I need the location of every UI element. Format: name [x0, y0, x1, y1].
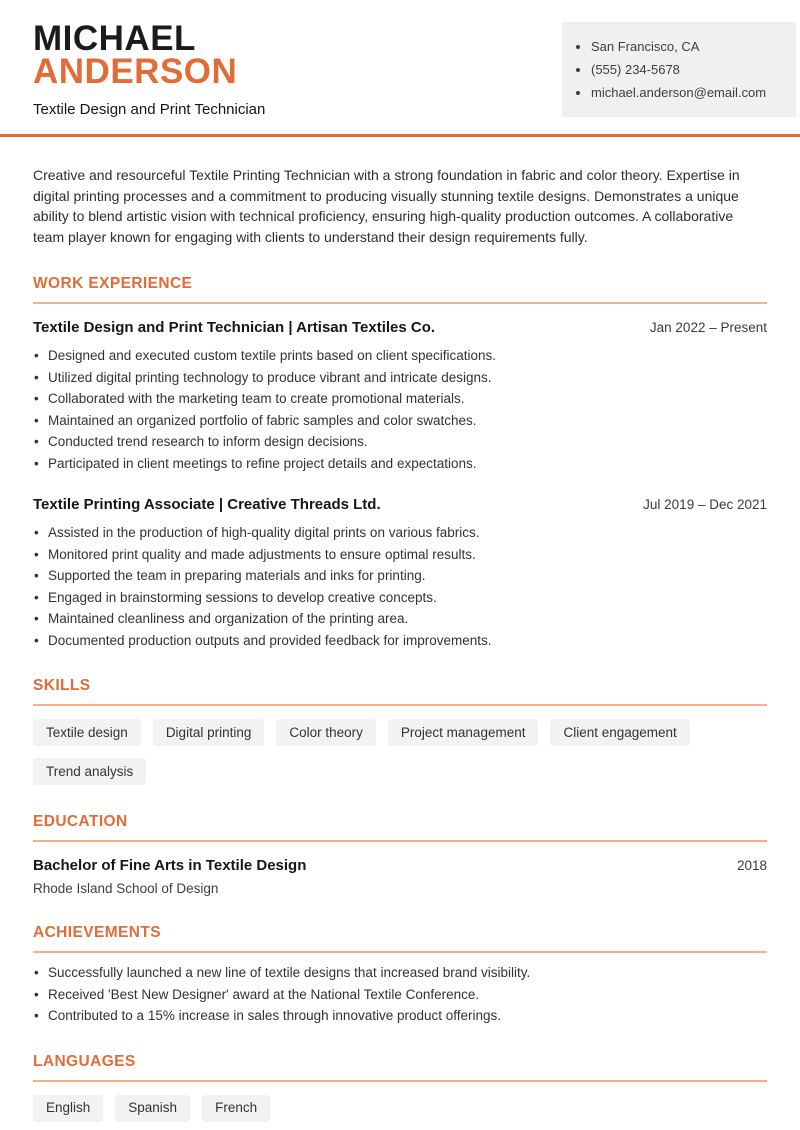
achievements-heading: ACHIEVEMENTS — [33, 924, 767, 953]
section-education — [33, 813, 767, 896]
skill-tag: Color theory — [276, 719, 376, 746]
skills-heading: SKILLS — [33, 677, 767, 706]
job-bullet: • Utilized digital printing technology to produce vibrant and intricate designs. — [33, 370, 767, 387]
job-bullet: • Conducted trend research to inform design decisions. — [33, 434, 767, 451]
language-tag: Spanish — [115, 1095, 190, 1122]
education-entry-header — [33, 857, 767, 874]
resume-body — [0, 165, 800, 1122]
first-name: MICHAEL — [33, 19, 196, 58]
languages-heading: LANGUAGES — [33, 1053, 767, 1082]
job-bullet: • Collaborated with the marketing team to create promotional materials. — [33, 391, 767, 408]
skill-tag: Trend analysis — [33, 758, 146, 785]
job-bullet: • Assisted in the production of high-quality digital prints on various fabrics. — [33, 525, 767, 542]
language-tag-list — [33, 1095, 767, 1122]
achievement-bullet: • Successfully launched a new line of textile designs that increased brand visibility. — [33, 965, 767, 982]
language-tag: English — [33, 1095, 103, 1122]
skill-tag: Textile design — [33, 719, 141, 746]
job-bullet: • Monitored print quality and made adjustments to ensure optimal results. — [33, 547, 767, 564]
job-bullet: • Designed and executed custom textile prints based on client specifications. — [33, 348, 767, 365]
job-title: Textile Design and Print Technician | Artisan Textiles Co. — [33, 319, 436, 336]
job-bullet: • Maintained an organized portfolio of fabric samples and color swatches. — [33, 413, 767, 430]
job-bullet-list — [33, 348, 767, 472]
school-name: Rhode Island School of Design — [33, 881, 219, 896]
contact-item: • michael.anderson@email.com — [591, 84, 784, 101]
degree-title: Bachelor of Fine Arts in Textile Design — [33, 857, 307, 874]
contact-box — [562, 22, 796, 117]
skill-tag: Project management — [388, 719, 539, 746]
person-name — [33, 19, 265, 91]
achievement-bullet: • Received 'Best New Designer' award at the National Textile Conference. — [33, 987, 767, 1004]
job-dates: Jul 2019 – Dec 2021 — [643, 497, 767, 512]
section-work-experience — [33, 275, 767, 649]
achievement-bullet: • Contributed to a 15% increase in sales through innovative product offerings. — [33, 1008, 767, 1025]
skill-tag: Client engagement — [550, 719, 689, 746]
education-year: 2018 — [736, 858, 767, 873]
job-bullet: • Engaged in brainstorming sessions to develop creative concepts. — [33, 590, 767, 607]
contact-item: • (555) 234-5678 — [591, 61, 784, 78]
skill-tag: Digital printing — [153, 719, 265, 746]
job-dates: Jan 2022 – Present — [649, 320, 767, 335]
section-skills — [33, 677, 767, 785]
section-achievements — [33, 924, 767, 1025]
resume-header — [0, 0, 800, 137]
job-entry-header — [33, 496, 767, 513]
job-bullet: • Participated in client meetings to refine project details and expectations. — [33, 456, 767, 473]
education-heading: EDUCATION — [33, 813, 767, 842]
job-bullet-list — [33, 525, 767, 649]
header-identity — [33, 19, 266, 118]
person-title: Textile Design and Print Technician — [33, 101, 266, 118]
job-title: Textile Printing Associate | Creative Threads Ltd. — [33, 496, 381, 513]
language-tag: French — [202, 1095, 270, 1122]
skill-tag-list — [33, 719, 767, 785]
section-languages — [33, 1053, 767, 1122]
summary-text: Creative and resourceful Textile Printing Technician with a strong foundation in fabric and color theory. Expertise in digital printing processes and a commitment to producing visually stunning textile designs. Demonstrates a unique ability to blend artistic vision with technical proficiency, ensuring high-quality production outcomes. A collaborative team player known for engaging with clients to understand their design requirements fully. — [33, 167, 740, 245]
work-experience-heading: WORK EXPERIENCE — [33, 275, 767, 304]
job-bullet: • Maintained cleanliness and organization of the printing area. — [33, 611, 767, 628]
job-entry — [33, 319, 767, 472]
last-name: ANDERSON — [33, 52, 238, 91]
contact-item: • San Francisco, CA — [591, 38, 784, 55]
contact-list — [576, 38, 784, 101]
job-bullet: • Supported the team in preparing materials and inks for printing. — [33, 568, 767, 585]
job-entry-header — [33, 319, 767, 336]
job-bullet: • Documented production outputs and provided feedback for improvements. — [33, 633, 767, 650]
achievement-bullet-list — [33, 965, 767, 1025]
job-entry — [33, 496, 767, 649]
